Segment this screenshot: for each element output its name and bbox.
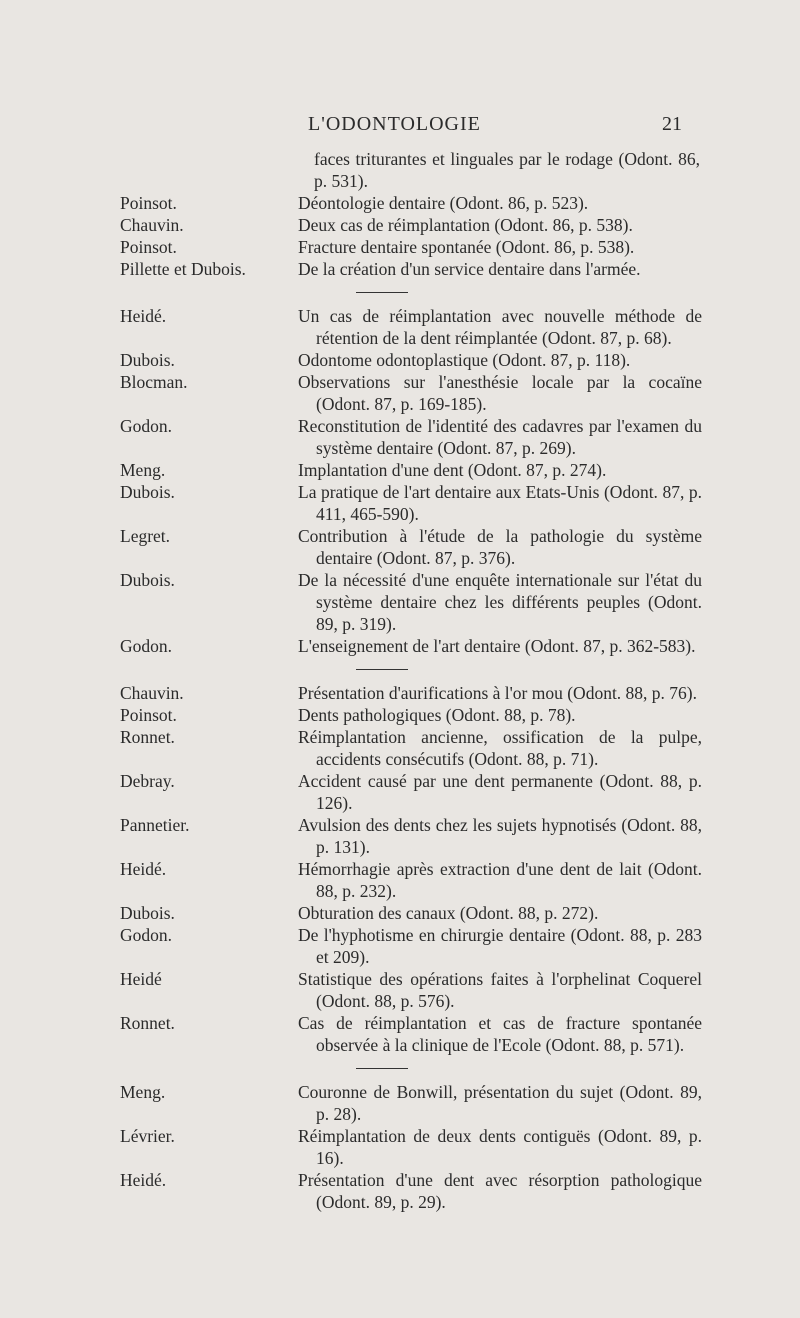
entry-title: Dents pathologiques (Odont. 88, p. 78). <box>298 705 576 725</box>
entry-title: Implantation d'une dent (Odont. 87, p. 274). <box>298 460 607 480</box>
entry-author: Heidé. <box>120 859 167 879</box>
bibliography-entry <box>0 305 800 349</box>
entry-title: Hémorrhagie après extraction d'une dent de lait (Odont. 88, p. 232). <box>298 859 702 901</box>
section-rule <box>356 669 408 670</box>
entry-author: Lévrier. <box>120 1126 175 1146</box>
entry-title: Reconstitution de l'identité des cadavres par l'examen du système dentaire (Odont. 87, p. 269). <box>298 416 702 458</box>
entry-author: Debray. <box>120 771 175 791</box>
entry-title: Accident causé par une dent permanente (Odont. 88, p. 126). <box>298 771 702 813</box>
bibliography-entry <box>0 1081 800 1125</box>
entry-title: Statistique des opérations faites à l'orphelinat Coquerel (Odont. 88, p. 576). <box>298 969 702 1011</box>
entry-author: Poinsot. <box>120 705 177 725</box>
bibliography-entry <box>0 1125 800 1169</box>
entry-author: Godon. <box>120 636 173 656</box>
bibliography-entry <box>0 770 800 814</box>
entry-author: Dubois. <box>120 350 175 370</box>
entry-author: Meng. <box>120 1082 166 1102</box>
bibliography-entry <box>0 525 800 569</box>
bibliography-entry <box>0 858 800 902</box>
bibliography-entry <box>0 726 800 770</box>
bibliography-entry <box>0 924 800 968</box>
entry-title: Déontologie dentaire (Odont. 86, p. 523). <box>298 193 589 213</box>
bibliography-entry <box>0 349 800 371</box>
entry-author: Heidé <box>120 969 162 989</box>
running-head <box>0 113 800 139</box>
entry-title: De la nécessité d'une enquête internationale sur l'état du système dentaire chez les différents peuples (Odont. 89, p. 319). <box>298 570 702 634</box>
bibliography-entry <box>0 635 800 657</box>
entry-author: Dubois. <box>120 570 175 590</box>
bibliography-entry <box>0 1169 800 1213</box>
running-title: L'ODONTOLOGIE <box>308 113 481 135</box>
entry-title: Observations sur l'anesthésie locale par la cocaïne (Odont. 87, p. 169-185). <box>298 372 702 414</box>
bibliography-entry <box>0 481 800 525</box>
bibliography-entry <box>0 968 800 1012</box>
entry-title: Deux cas de réimplantation (Odont. 86, p. 538). <box>298 215 633 235</box>
entry-author: Ronnet. <box>120 1013 175 1033</box>
entry-title: Présentation d'aurifications à l'or mou (Odont. 88, p. 76). <box>298 683 698 703</box>
entry-author: Poinsot. <box>120 237 177 257</box>
bibliography-list <box>0 148 800 1213</box>
bibliography-entry <box>0 682 800 704</box>
bibliography-entry <box>0 371 800 415</box>
entry-author: Meng. <box>120 460 166 480</box>
section-rule <box>356 1068 408 1069</box>
entry-author: Godon. <box>120 925 173 945</box>
entry-title: Réimplantation ancienne, ossification de la pulpe, accidents consécutifs (Odont. 88, p. 71). <box>298 727 702 769</box>
bibliography-entry <box>0 459 800 481</box>
bibliography-entry <box>0 415 800 459</box>
entry-author: Poinsot. <box>120 193 177 213</box>
page-number: 21 <box>662 113 682 135</box>
bibliography-entry <box>0 236 800 258</box>
entry-title: Un cas de réimplantation avec nouvelle méthode de rétention de la dent réimplantée (Odont. 87, p. 68). <box>298 306 702 348</box>
entry-title: Obturation des canaux (Odont. 88, p. 272). <box>298 903 599 923</box>
entry-title: L'enseignement de l'art dentaire (Odont. 87, p. 362-583). <box>298 636 696 656</box>
entry-title: Réimplantation de deux dents contiguës (Odont. 89, p. 16). <box>298 1126 702 1168</box>
entry-title: La pratique de l'art dentaire aux Etats-Unis (Odont. 87, p. 411, 465-590). <box>298 482 702 524</box>
continued-entry-text: faces triturantes et linguales par le rodage (Odont. 86, p. 531). <box>314 149 700 191</box>
bibliography-entry <box>0 214 800 236</box>
entry-author: Heidé. <box>120 1170 167 1190</box>
entry-title: Contribution à l'étude de la pathologie du système dentaire (Odont. 87, p. 376). <box>298 526 702 568</box>
entry-title: Avulsion des dents chez les sujets hypnotisés (Odont. 88, p. 131). <box>298 815 702 857</box>
entry-author: Pannetier. <box>120 815 190 835</box>
entry-author: Chauvin. <box>120 683 184 703</box>
entry-author: Ronnet. <box>120 727 175 747</box>
entry-author: Dubois. <box>120 482 175 502</box>
entry-title: De la création d'un service dentaire dans l'armée. <box>298 259 641 279</box>
entry-title: Couronne de Bonwill, présentation du sujet (Odont. 89, p. 28). <box>298 1082 702 1124</box>
bibliography-entry <box>0 704 800 726</box>
entry-author: Dubois. <box>120 903 175 923</box>
bibliography-entry <box>0 192 800 214</box>
bibliography-entry <box>0 902 800 924</box>
entry-title: De l'hyphotisme en chirurgie dentaire (Odont. 88, p. 283 et 209). <box>298 925 702 967</box>
entry-author: Blocman. <box>120 372 188 392</box>
bibliography-entry <box>0 814 800 858</box>
entry-author: Heidé. <box>120 306 167 326</box>
entry-author: Pillette et Dubois. <box>120 259 246 279</box>
bibliography-entry <box>0 569 800 635</box>
entry-author: Legret. <box>120 526 171 546</box>
entry-title: Présentation d'une dent avec résorption pathologique (Odont. 89, p. 29). <box>298 1170 702 1212</box>
bibliography-entry <box>0 258 800 280</box>
bibliography-entry <box>0 1012 800 1056</box>
entry-title: Odontome odontoplastique (Odont. 87, p. 118). <box>298 350 631 370</box>
entry-author: Godon. <box>120 416 173 436</box>
entry-author: Chauvin. <box>120 215 184 235</box>
section-rule <box>356 292 408 293</box>
entry-title: Fracture dentaire spontanée (Odont. 86, p. 538). <box>298 237 635 257</box>
entry-title: Cas de réimplantation et cas de fracture spontanée observée à la clinique de l'Ecole (Odont. 88, p. 571). <box>298 1013 702 1055</box>
